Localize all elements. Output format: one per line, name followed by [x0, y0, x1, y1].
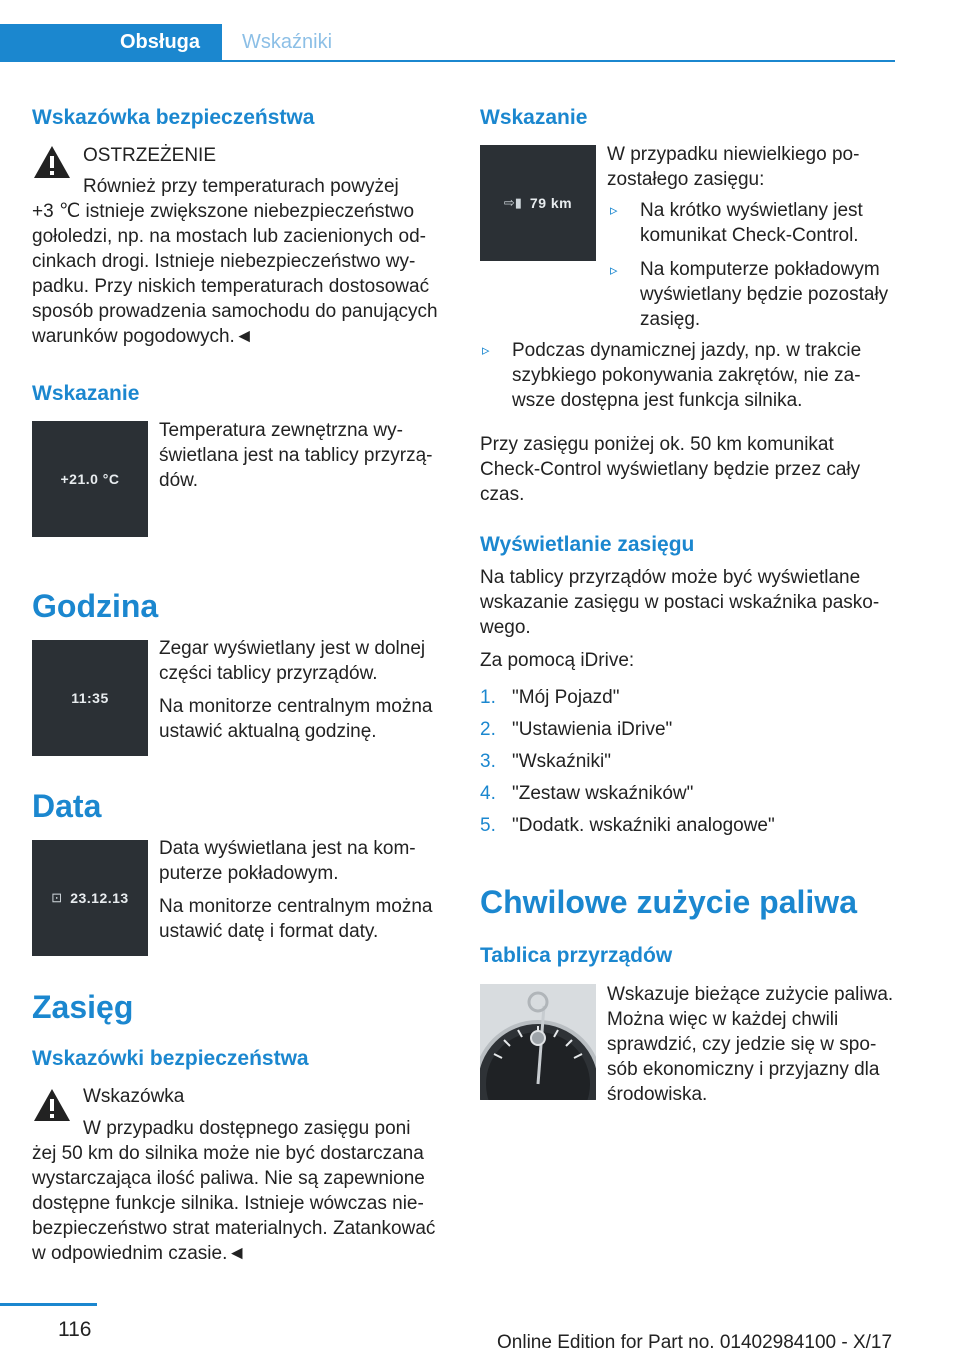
step-item: "Zestaw wskaźników" [512, 783, 694, 804]
range-heading: Zasięg [32, 989, 134, 1025]
step-number: 3. [480, 751, 496, 772]
range-display-text: Na tablicy przyrządów może być wyświetlane wskazanie zasięgu w postaci wskaźnika paskowego. [480, 567, 880, 638]
main-bullet: Podczas dynamicznej jazdy, np. w trakcie szybkiego pokonywania zakrętów, nie zawsze dostępna jest funkcja silnika. [512, 340, 862, 411]
warning-triangle-icon [32, 144, 72, 180]
clock-display-value: 11:35 [71, 690, 109, 706]
step-item: "Dodatk. wskaźniki analogowe" [512, 815, 775, 836]
instrument-heading: Tablica przyrządów [480, 944, 673, 967]
range-note-first: W przypadku dostępnego zasięgu poni [83, 1118, 411, 1139]
range-display-image [480, 145, 596, 261]
edition-text: Online Edition for Part no. 01402984100 - X/17 [497, 1332, 893, 1353]
temperature-text: Temperatura zewnętrzna wyświetlana jest na tablicy przyrządów. [159, 420, 433, 491]
warning-label: OSTRZEŻENIE [83, 145, 217, 166]
clock-heading: Godzina [32, 588, 159, 624]
display-heading-left: Wskazanie [32, 382, 140, 405]
range-note-label: Wskazówka [83, 1086, 185, 1107]
range-display-heading: Wyświetlanie zasięgu [480, 533, 695, 556]
temperature-display-value: +21.0 °C [60, 471, 120, 487]
fuel-text: Wskazuje bieżące zużycie paliwa. Można więc w każdej chwili sprawdzić, czy jedzie się w sposób ekonomiczny i przyjazny dla środowiska. [607, 984, 894, 1105]
date-heading: Data [32, 788, 102, 824]
step-number: 4. [480, 783, 496, 804]
fuel-gauge-image [480, 984, 596, 1100]
footer-rule [0, 1303, 97, 1306]
bullet-triangle-icon: ▹ [482, 342, 490, 359]
date-text-2: Na monitorze centralnym można ustawić datę i format daty. [159, 896, 433, 942]
warning-text-first: Również przy temperaturach powyżej [83, 176, 399, 197]
range-safety-heading: Wskazówki bezpieczeństwa [32, 1047, 309, 1070]
warning-triangle-icon-2 [32, 1087, 72, 1123]
page-number: 116 [58, 1318, 92, 1341]
range-display-value: 79 km [529, 195, 573, 211]
fuel-pump-icon: ⇨▮ [503, 195, 522, 210]
temperature-display-image [32, 421, 148, 537]
step-item: "Wskaźniki" [512, 751, 611, 772]
header-tabbar [0, 24, 895, 62]
step-number: 2. [480, 719, 496, 740]
sub-bullet-1: Na krótko wyświetlany jest komunikat Check-Control. [640, 200, 863, 246]
date-text-1: Data wyświetlana jest na komputerze pokładowym. [159, 838, 416, 884]
step-item: "Ustawienia iDrive" [512, 719, 673, 740]
date-display-value: 23.12.13 [70, 890, 129, 906]
warning-text: +3 ℃ istnieje zwiększone niebezpieczeństwo gołoledzi, np. na mostach lub zacienionych odcinkach drogi. Istnieje niebezpieczeństwo wypadku. Przy niskich temperaturach dostosować sposób prowadzenia samochodu do panujących warunków pogodowych.◄ [32, 201, 438, 347]
clock-display-image [32, 640, 148, 756]
step-number: 5. [480, 815, 496, 836]
range-intro: W przypadku niewielkiego pozostałego zasięgu: [607, 144, 860, 190]
clock-text-2: Na monitorze centralnym można ustawić aktualną godzinę. [159, 696, 433, 742]
range-warning-para: Przy zasięgu poniżej ok. 50 km komunikat Check-Control wyświetlany będzie przez cały czas. [480, 434, 861, 505]
calendar-icon: ⊡ [51, 890, 63, 905]
safety-heading: Wskazówka bezpieczeństwa [32, 106, 315, 129]
step-item: "Mój Pojazd" [512, 687, 620, 708]
sub-bullet-2: Na komputerze pokładowym wyświetlany będzie pozostały zasięg. [640, 259, 889, 330]
date-display-image [32, 840, 148, 956]
fuel-heading: Chwilowe zużycie paliwa [480, 884, 857, 920]
tab-wskazniki[interactable]: Wskaźniki [242, 31, 333, 53]
idrive-intro: Za pomocą iDrive: [480, 650, 635, 671]
clock-text-1: Zegar wyświetlany jest w dolnej części tablicy przyrządów. [159, 638, 426, 684]
bullet-triangle-icon: ▹ [610, 262, 618, 279]
tab-obsluga[interactable]: Obsługa [0, 24, 222, 60]
step-number: 1. [480, 687, 496, 708]
display-heading-right: Wskazanie [480, 106, 588, 129]
bullet-triangle-icon: ▹ [610, 202, 618, 219]
range-note-text: żej 50 km do silnika może nie być dostarczana wystarczająca ilość paliwa. Nie są zapewnione dostępne funkcje silnika. Istnieje wówczas niebezpieczeństwo strat materialnych. Zatankować w odpowiednim czasie.◄ [32, 1143, 436, 1264]
